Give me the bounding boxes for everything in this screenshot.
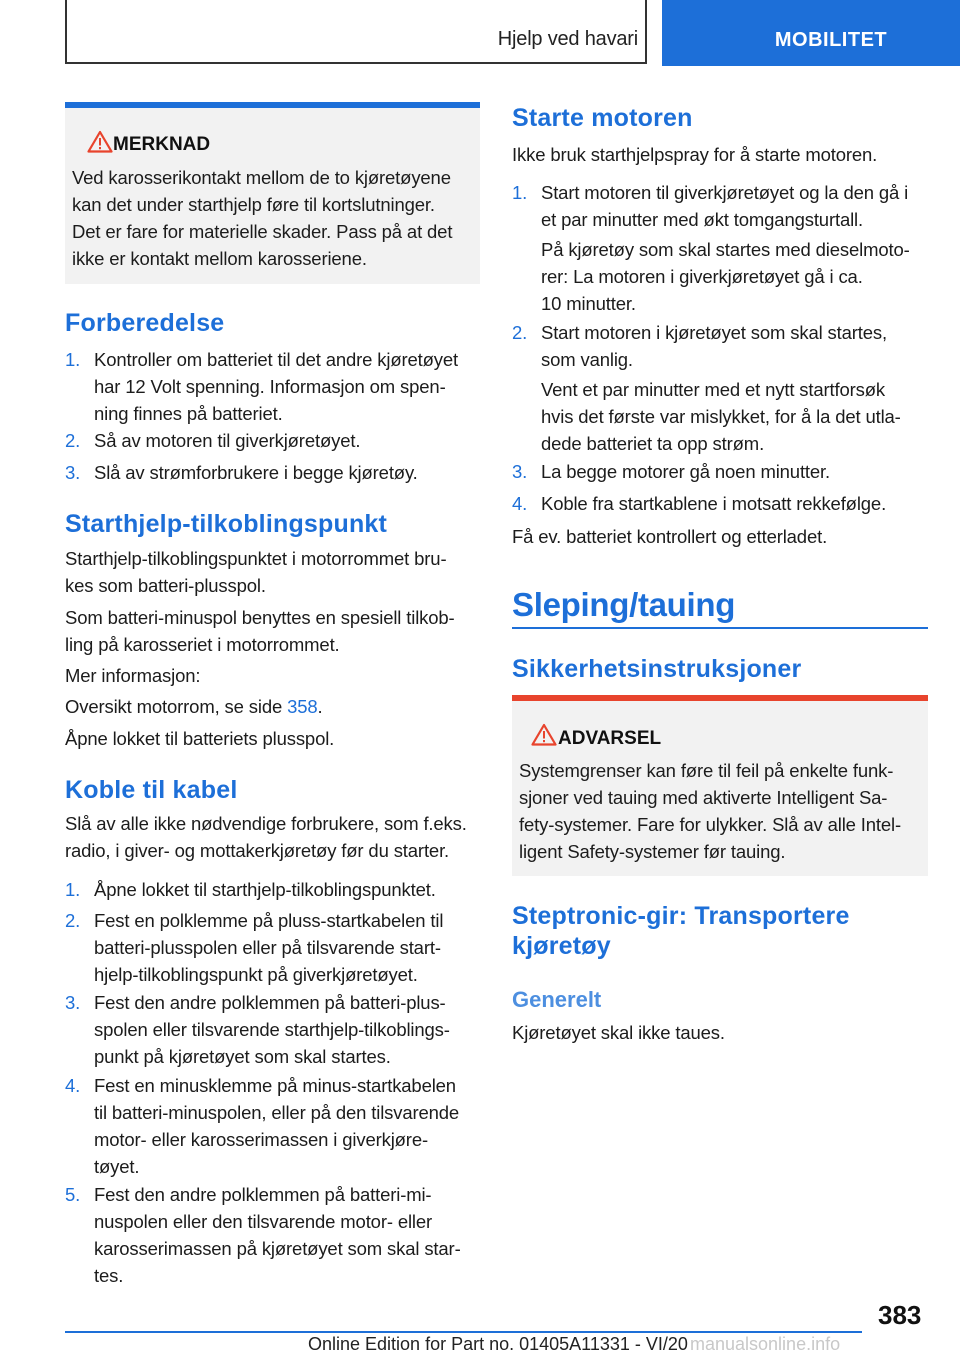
list-item <box>512 319 928 373</box>
list-item <box>65 1181 480 1289</box>
warning-line: ligent Safety-systemer før tauing. <box>519 841 786 862</box>
list-line: dede batteriet ta opp strøm. <box>541 433 765 454</box>
list-item <box>65 907 480 988</box>
list-line: Koble fra startkablene i motsatt rekkefølge. <box>541 493 887 514</box>
header-section-title: Hjelp ved havari <box>497 28 638 50</box>
list-item <box>65 459 480 486</box>
list-number: 1. <box>65 879 81 900</box>
list-line: nuspolen eller den tilsvarende motor- eller <box>94 1211 433 1232</box>
list-line: Fest den andre polklemmen på batteri-plus- <box>94 992 446 1013</box>
list-line: hjelp-tilkoblingspunkt på giverkjøretøyet. <box>94 964 418 985</box>
paragraph-line: Ikke bruk starthjelpspray for å starte motoren. <box>512 144 878 165</box>
list-line: karosserimassen på kjøretøyet som skal star- <box>94 1238 461 1259</box>
list-number: 2. <box>512 322 528 343</box>
list-line: Vent et par minutter med et nytt startforsøk <box>541 379 886 400</box>
paragraph-line: ling på karosseriet i motorrommet. <box>65 634 340 655</box>
heading-towing: Sleping/tauing <box>512 586 736 623</box>
warning-triangle-icon <box>531 723 557 746</box>
list-line: Fest den andre polklemmen på batteri-mi- <box>94 1184 432 1205</box>
list-number: 2. <box>65 910 81 931</box>
list-item <box>65 427 480 454</box>
warning-box <box>512 695 928 876</box>
watermark: manualsonline.info <box>690 1334 841 1354</box>
footer-rule <box>65 1331 862 1333</box>
heading-start-engine: Starte motoren <box>512 104 693 132</box>
list-item <box>65 876 480 903</box>
heading-jump-point: Starthjelp-tilkoblingspunkt <box>65 510 388 538</box>
list-line: spolen eller tilsvarende starthjelp-tilkoblings- <box>94 1019 450 1040</box>
heading-steptronic: Steptronic-gir: Transportere <box>512 902 850 930</box>
paragraph-line: Slå av alle ikke nødvendige forbrukere, som f.eks. <box>65 813 467 834</box>
warning-line: fety-systemer. Fare for ulykker. Slå av alle Intel- <box>519 814 902 835</box>
cross-reference-text: Oversikt motorrom, se side <box>65 696 288 717</box>
cross-reference-end: . <box>317 696 323 717</box>
list-line: tes. <box>94 1265 124 1286</box>
header-chapter-tab: MOBILITET <box>662 0 960 66</box>
list-line: batteri-plusspolen eller på tilsvarende start- <box>94 937 441 958</box>
note-line: ikke er kontakt mellom karosseriene. <box>72 248 367 269</box>
warning-line: sjoner ved tauing med aktiverte Intelligent Sa- <box>519 787 888 808</box>
note-label: MERKNAD <box>113 134 211 155</box>
list-line: et par minutter med økt tomgangsturtall. <box>541 209 863 230</box>
paragraph-line: Få ev. batteriet kontrollert og etterladet. <box>512 526 828 547</box>
list-line: Så av motoren til giverkjøretøyet. <box>94 430 361 451</box>
list-line: som vanlig. <box>541 349 633 370</box>
list-line: tøyet. <box>94 1156 140 1177</box>
cross-reference <box>65 693 323 720</box>
list-number: 2. <box>65 430 81 451</box>
list-item <box>512 179 928 233</box>
note-line: kan det under starthjelp føre til kortslutninger. <box>72 194 435 215</box>
list-number: 5. <box>65 1184 81 1205</box>
list-item <box>65 346 480 427</box>
list-number: 1. <box>65 349 81 370</box>
list-line: Start motoren til giverkjøretøyet og la den gå i <box>541 182 909 203</box>
warning-line: Systemgrenser kan føre til feil på enkelte funk- <box>519 760 894 781</box>
page-number: 383 <box>878 1300 922 1330</box>
page-link[interactable]: 358 <box>287 696 318 717</box>
footer-edition: Online Edition for Part no. 01405A11331 - VI/20 <box>308 1334 688 1354</box>
list-line: 10 minutter. <box>541 293 636 314</box>
paragraph-line: Åpne lokket til batteriets plusspol. <box>65 728 335 749</box>
list-line: Åpne lokket til starthjelp-tilkoblingspunktet. <box>94 879 436 900</box>
list-number: 4. <box>65 1075 81 1096</box>
list-line: hvis det første var mislykket, for å la det utla- <box>541 406 901 427</box>
list-line: punkt på kjøretøyet som skal startes. <box>94 1046 391 1067</box>
list-line: På kjøretøy som skal startes med dieselmoto- <box>541 239 910 260</box>
paragraph-line: Mer informasjon: <box>65 665 201 686</box>
list-line: La begge motorer gå noen minutter. <box>541 461 831 482</box>
list-number: 3. <box>65 462 81 483</box>
list-line: har 12 Volt spenning. Informasjon om spen- <box>94 376 446 397</box>
list-subparagraph <box>512 236 928 317</box>
heading-steptronic-cont: kjøretøy <box>512 932 611 960</box>
list-item <box>65 989 480 1070</box>
list-subparagraph <box>512 376 928 457</box>
list-line: Kontroller om batteriet til det andre kjøretøyet <box>94 349 458 370</box>
heading-connect-cable: Koble til kabel <box>65 776 238 804</box>
list-line: til batteri-minuspolen, eller på den tilsvarende <box>94 1102 460 1123</box>
list-item <box>65 1072 480 1180</box>
paragraph-line: Kjøretøyet skal ikke taues. <box>512 1022 725 1043</box>
list-line: ning finnes på batteriet. <box>94 403 283 424</box>
heading-general: Generelt <box>512 987 602 1012</box>
list-line: Fest en polklemme på pluss-startkabelen til <box>94 910 444 931</box>
warning-label: ADVARSEL <box>558 728 662 749</box>
paragraph-line: kes som batteri-plusspol. <box>65 575 266 596</box>
list-line: motor- eller karosserimassen i giverkjøre- <box>94 1129 428 1150</box>
heading-safety: Sikkerhetsinstruksjoner <box>512 655 802 683</box>
list-line: Slå av strømforbrukere i begge kjøretøy. <box>94 462 418 483</box>
paragraph-line: radio, i giver- og mottakerkjøretøy før du starter. <box>65 840 450 861</box>
list-number: 4. <box>512 493 528 514</box>
section-rule <box>512 627 928 629</box>
warning-triangle-icon <box>87 130 113 153</box>
list-number: 3. <box>512 461 528 482</box>
list-number: 3. <box>65 992 81 1013</box>
list-line: Start motoren i kjøretøyet som skal startes, <box>541 322 888 343</box>
list-number: 1. <box>512 182 528 203</box>
list-item <box>512 490 928 517</box>
list-line: rer: La motoren i giverkjøretøyet gå i ca. <box>541 266 863 287</box>
list-item <box>512 458 928 485</box>
note-line: Ved karosserikontakt mellom de to kjøretøyene <box>72 167 451 188</box>
paragraph-line: Som batteri-minuspol benyttes en spesiell tilkob- <box>65 607 455 628</box>
paragraph-line: Starthjelp-tilkoblingspunktet i motorrommet bru- <box>65 548 447 569</box>
heading-preparation: Forberedelse <box>65 309 225 337</box>
note-box <box>65 102 480 284</box>
list-line: Fest en minusklemme på minus-startkabelen <box>94 1075 456 1096</box>
note-line: Det er fare for materielle skader. Pass på at det <box>72 221 453 242</box>
